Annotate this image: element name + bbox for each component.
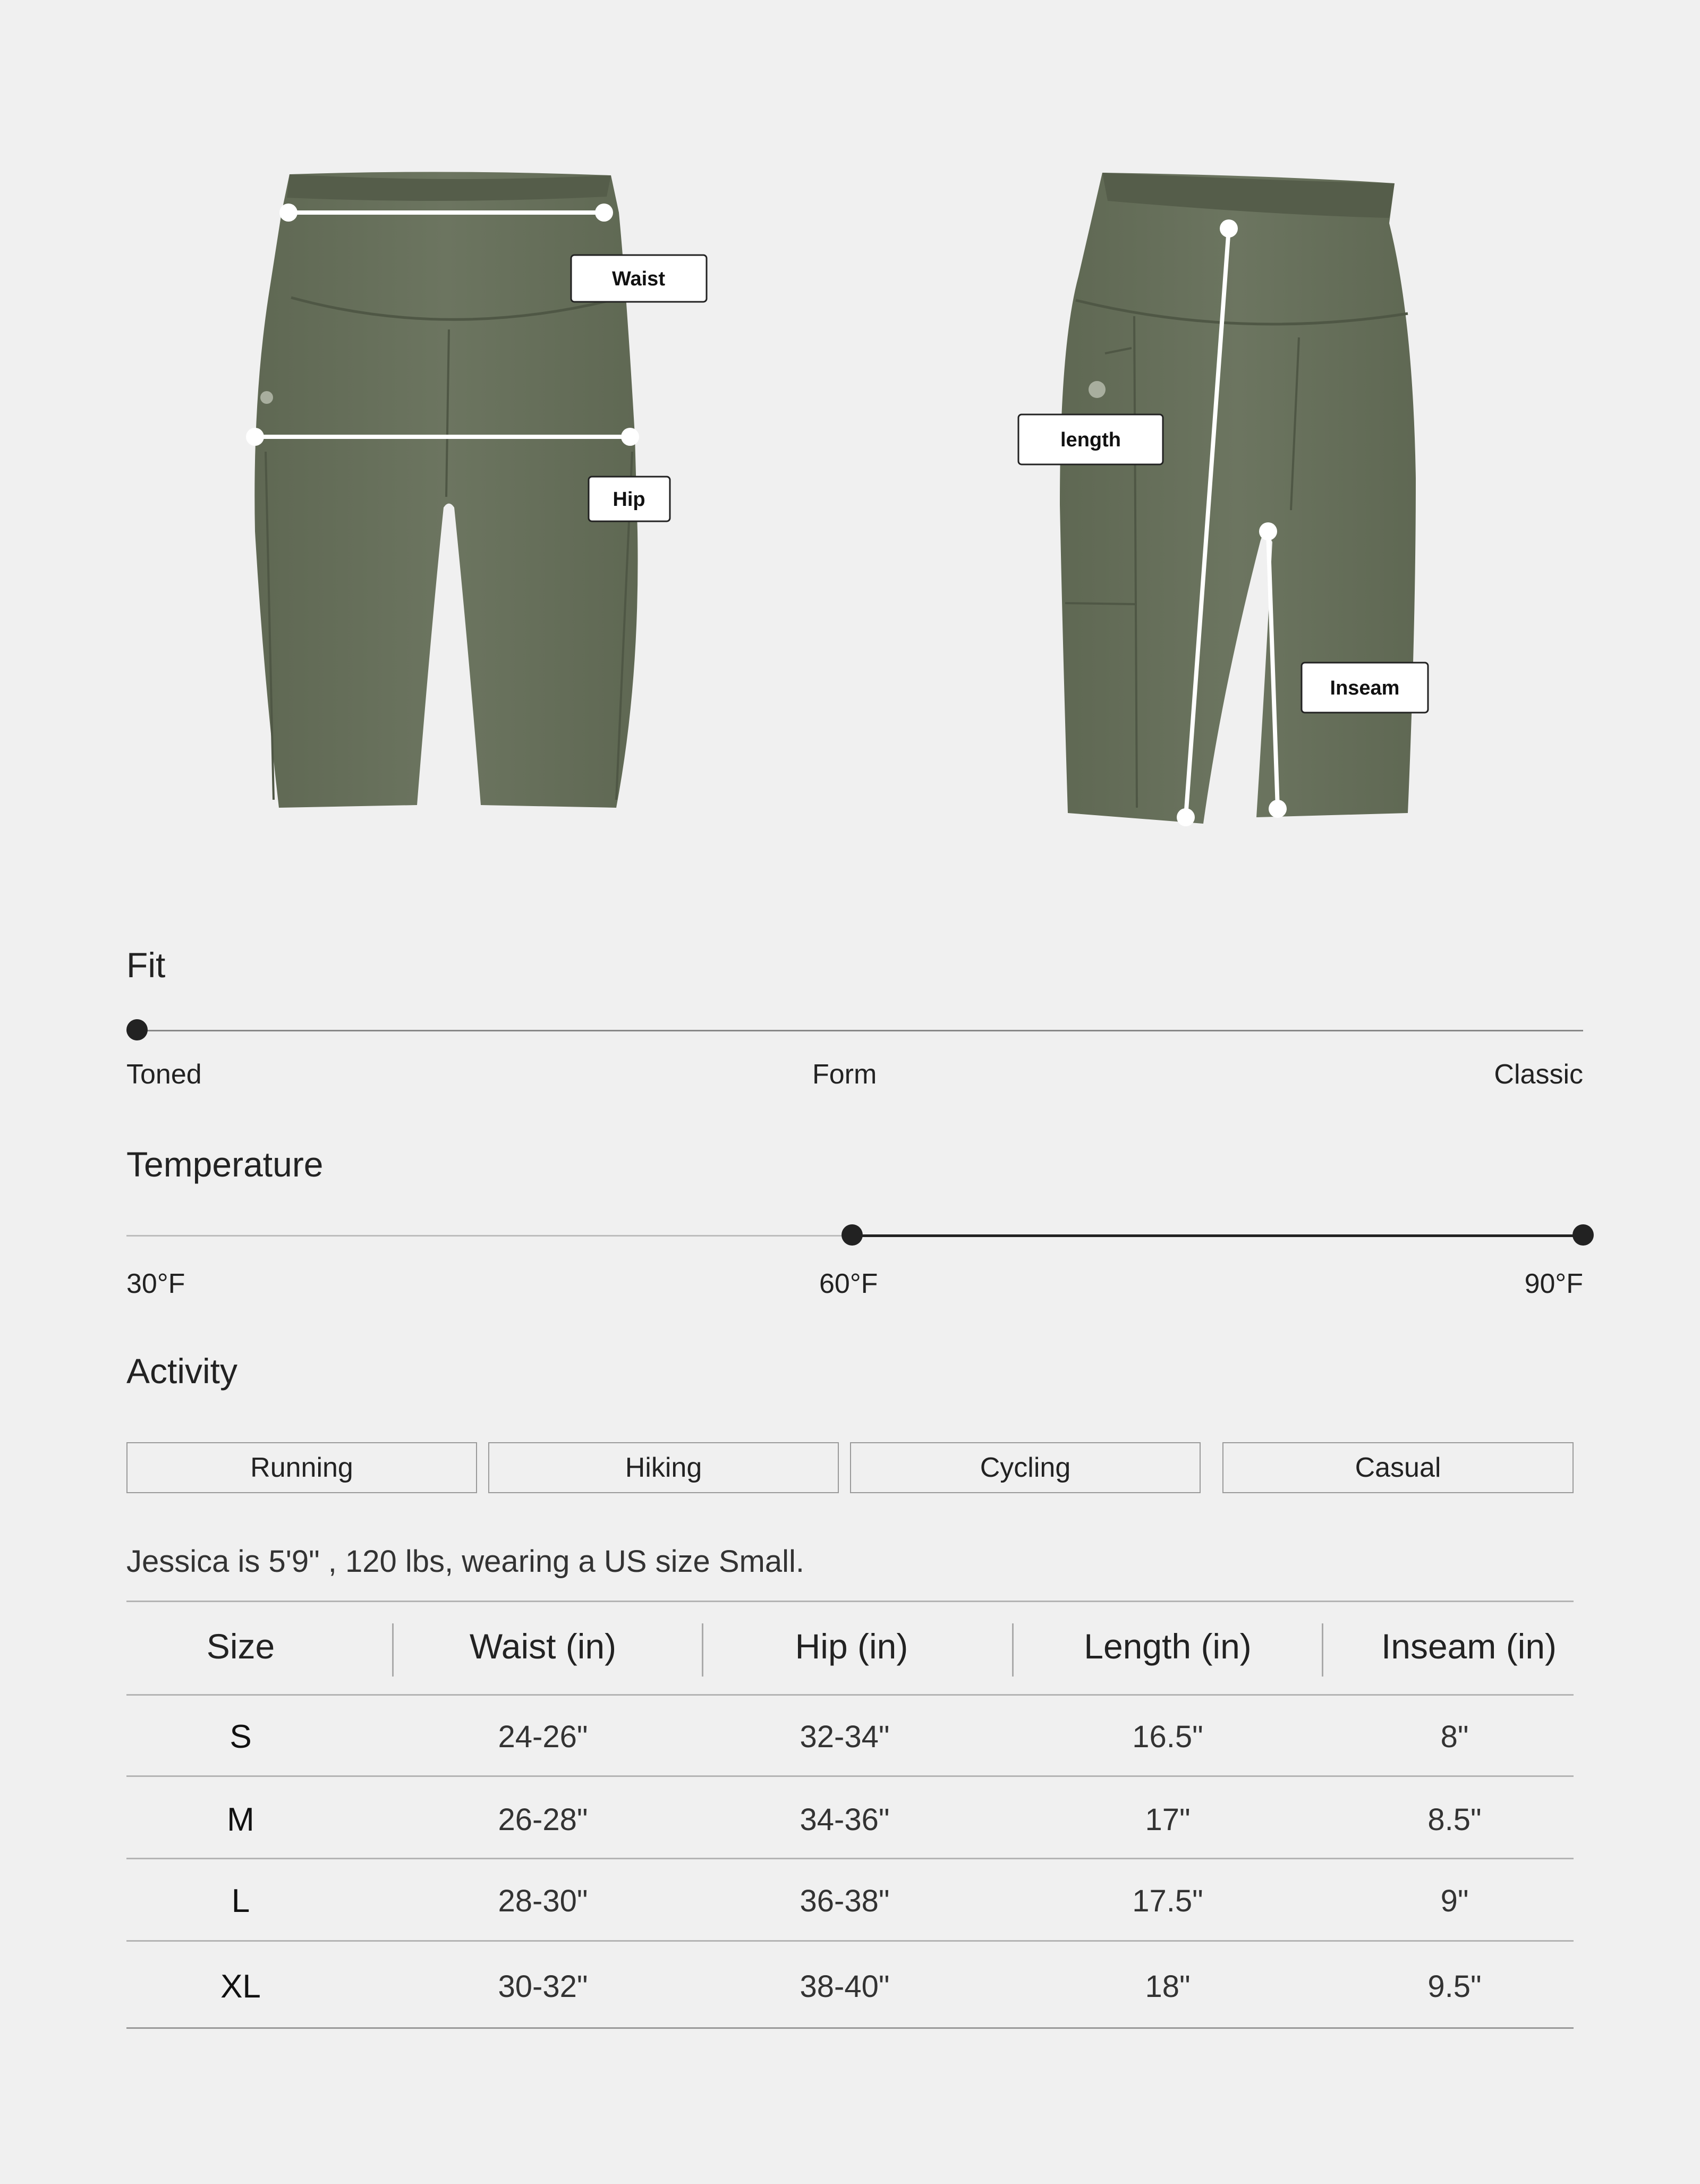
temperature-slider <box>126 1235 1583 1237</box>
header-inseam: Inseam (in) <box>1381 1627 1557 1666</box>
length-tag <box>1018 414 1163 464</box>
table-cell-size: S <box>230 1718 252 1755</box>
table-cell-waist: 24-26" <box>498 1719 588 1754</box>
activity-hiking[interactable]: Hiking <box>488 1442 839 1493</box>
header-length: Length (in) <box>1084 1627 1252 1666</box>
fit-ticks <box>126 1059 1583 1096</box>
fit-tick-toned: Toned <box>126 1059 202 1090</box>
activity-cycling[interactable]: Cycling <box>850 1442 1201 1493</box>
table-cell-inseam: 9" <box>1440 1883 1469 1918</box>
temperature-min-handle <box>842 1224 863 1246</box>
waist-tag <box>571 255 707 302</box>
table-cell-hip: 32-34" <box>800 1719 890 1754</box>
table-cell-size: M <box>227 1801 254 1838</box>
header-size: Size <box>206 1627 275 1666</box>
activity-title: Activity <box>126 1351 238 1391</box>
table-cell-inseam: 8.5" <box>1427 1802 1482 1837</box>
model-note: Jessica is 5'9" , 120 lbs, wearing a US size Small. <box>126 1544 804 1579</box>
fit-slider <box>126 1030 1583 1032</box>
table-cell-size: L <box>231 1882 250 1919</box>
header-waist: Waist (in) <box>469 1627 617 1666</box>
inseam-tag-label: Inseam <box>1330 677 1400 699</box>
table-cell-inseam: 8" <box>1440 1719 1469 1754</box>
product-diagram <box>0 0 1700 877</box>
temperature-title: Temperature <box>126 1145 324 1184</box>
temperature-ticks <box>126 1268 1583 1305</box>
table-cell-waist: 30-32" <box>498 1969 588 2004</box>
waist-tag-label: Waist <box>612 268 665 290</box>
temperature-tick-90: 90°F <box>1524 1268 1583 1299</box>
inseam-tag <box>1302 663 1428 713</box>
table-cell-waist: 26-28" <box>498 1802 588 1837</box>
fit-indicator <box>126 1019 148 1040</box>
fit-title: Fit <box>126 945 166 985</box>
table-cell-hip: 36-38" <box>800 1883 890 1918</box>
table-cell-length: 17.5" <box>1132 1883 1203 1918</box>
header-hip: Hip (in) <box>795 1627 908 1666</box>
hip-tag-label: Hip <box>613 488 645 511</box>
temperature-tick-30: 30°F <box>126 1268 185 1299</box>
temperature-max-handle <box>1572 1224 1594 1246</box>
table-cell-size: XL <box>220 1968 261 2005</box>
fit-tick-classic: Classic <box>1494 1059 1583 1090</box>
table-cell-length: 16.5" <box>1132 1719 1203 1754</box>
table-cell-waist: 28-30" <box>498 1883 588 1918</box>
shorts-side-view <box>1060 173 1416 826</box>
table-cell-hip: 34-36" <box>800 1802 890 1837</box>
activity-casual[interactable]: Casual <box>1222 1442 1574 1493</box>
fit-tick-form: Form <box>812 1059 877 1090</box>
table-cell-length: 17" <box>1145 1802 1191 1837</box>
length-tag-label: length <box>1060 429 1121 451</box>
table-cell-hip: 38-40" <box>800 1969 890 2004</box>
table-cell-length: 18" <box>1145 1969 1191 2004</box>
activity-running[interactable]: Running <box>126 1442 477 1493</box>
hip-tag <box>589 477 670 521</box>
temperature-tick-60: 60°F <box>819 1268 878 1299</box>
table-cell-inseam: 9.5" <box>1427 1969 1482 2004</box>
